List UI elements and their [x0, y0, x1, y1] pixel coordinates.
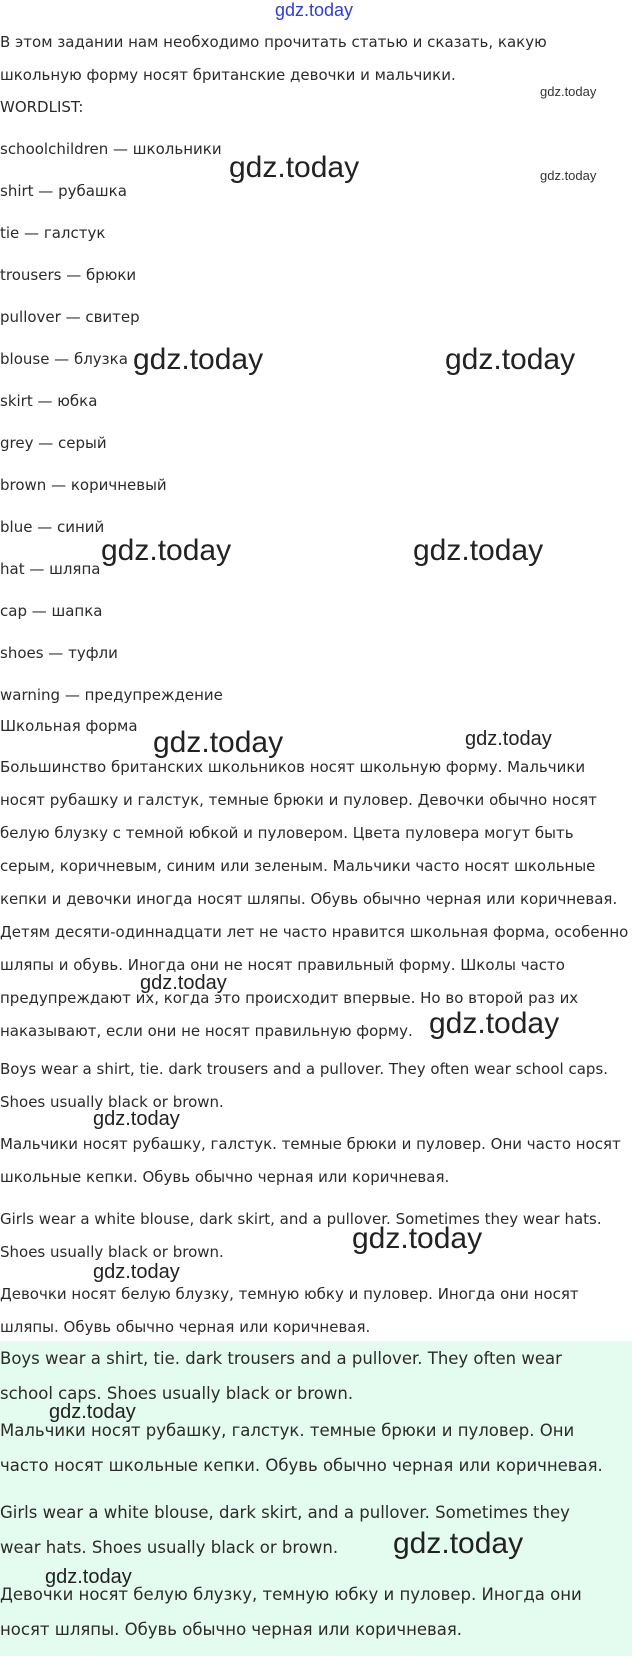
wordlist-item: brown — коричневый	[0, 476, 167, 494]
watermark: gdz.today	[49, 1401, 136, 1423]
wordlist-item: blouse — блузка	[0, 350, 128, 368]
translation-text: Большинство британских школьников носят школьную форму. Мальчики носят рубашку и галстук, темные брюки и пуловер. Девочки обычно носят белую блузку с темной юбкой и пуловером. Цвета пуловера могут быть серым, коричневым, синим или зеленым. Мальчики часто носят школьные кепки и девочки иногда носят шляпы. Обувь обычно черная или коричневая. Детям десяти-одиннадцати лет не часто нравится школьная форма, особенно шляпы и обувь. Иногда они не носят правильный форму. Школы часто предупреждают их, когда это происходит впервые. Но во второй раз их наказывают, если они не носят правильную форму.	[0, 758, 629, 1040]
intro-text: В этом задании нам необходимо прочитать статью и сказать, какую школьную форму носят британские девочки и мальчики.	[0, 33, 547, 84]
watermark: gdz.today	[540, 168, 597, 183]
watermark: gdz.today	[540, 84, 597, 99]
highlight-girls-en: Girls wear a white blouse, dark skirt, and a pullover. Sometimes they wear hats. Shoes usually black or brown.	[0, 1503, 570, 1557]
answer-girls-ru: Девочки носят белую блузку, темную юбку и пуловер. Иногда они носят шляпы. Обувь обычно черная или коричневая.	[0, 1285, 579, 1336]
wordlist-item: shoes — туфли	[0, 644, 118, 662]
wordlist-item: hat — шляпа	[0, 560, 101, 578]
watermark: gdz.today	[140, 972, 227, 994]
answer-boys-en: Boys wear a shirt, tie. dark trousers and a pullover. They often wear school caps. Shoes usually black or brown.	[0, 1060, 608, 1111]
wordlist-item: warning — предупреждение	[0, 686, 223, 704]
watermark: gdz.today	[352, 1222, 483, 1255]
watermark: gdz.today	[413, 534, 544, 567]
watermark: gdz.today	[465, 728, 552, 750]
wordlist-item: shirt — рубашка	[0, 182, 127, 200]
watermark: gdz.today	[93, 1261, 180, 1283]
wordlist-item: blue — синий	[0, 518, 105, 536]
watermark: gdz.today	[393, 1527, 524, 1560]
highlight-boys-en: Boys wear a shirt, tie. dark trousers and a pullover. They often wear school caps. Shoes usually black or brown.	[0, 1349, 562, 1403]
answer-boys-ru: Мальчики носят рубашку, галстук. темные брюки и пуловер. Они часто носят школьные кепки. Обувь обычно черная или коричневая.	[0, 1135, 621, 1186]
watermark: gdz.today	[93, 1108, 180, 1130]
watermark: gdz.today	[445, 343, 576, 376]
watermark: gdz.today	[133, 343, 264, 376]
highlighted-answer-block	[0, 1341, 632, 1656]
watermark: gdz.today	[101, 534, 232, 567]
wordlist-item: schoolchildren — школьники	[0, 140, 222, 158]
wordlist-item: tie — галстук	[0, 224, 106, 242]
wordlist-heading: WORDLIST:	[0, 98, 84, 116]
watermark: gdz.today	[153, 726, 284, 759]
wordlist-item: pullover — свитер	[0, 308, 140, 326]
watermark: gdz.today	[229, 151, 360, 184]
site-logo[interactable]: gdz.today	[275, 0, 354, 20]
answer-girls-en: Girls wear a white blouse, dark skirt, and a pullover. Sometimes they wear hats. Shoes usually black or brown.	[0, 1210, 602, 1261]
watermark: gdz.today	[429, 1007, 560, 1040]
watermark: gdz.today	[45, 1566, 132, 1588]
section-title: Школьная форма	[0, 717, 138, 735]
wordlist-item: cap — шапка	[0, 602, 103, 620]
wordlist-item: grey — серый	[0, 434, 107, 452]
wordlist-item: trousers — брюки	[0, 266, 137, 284]
highlight-girls-ru: Девочки носят белую блузку, темную юбку и пуловер. Иногда они носят шляпы. Обувь обычно черная или коричневая.	[0, 1585, 582, 1639]
wordlist-item: skirt — юбка	[0, 392, 98, 410]
highlight-boys-ru: Мальчики носят рубашку, галстук. темные брюки и пуловер. Они часто носят школьные кепки. Обувь обычно черная или коричневая.	[0, 1421, 603, 1475]
